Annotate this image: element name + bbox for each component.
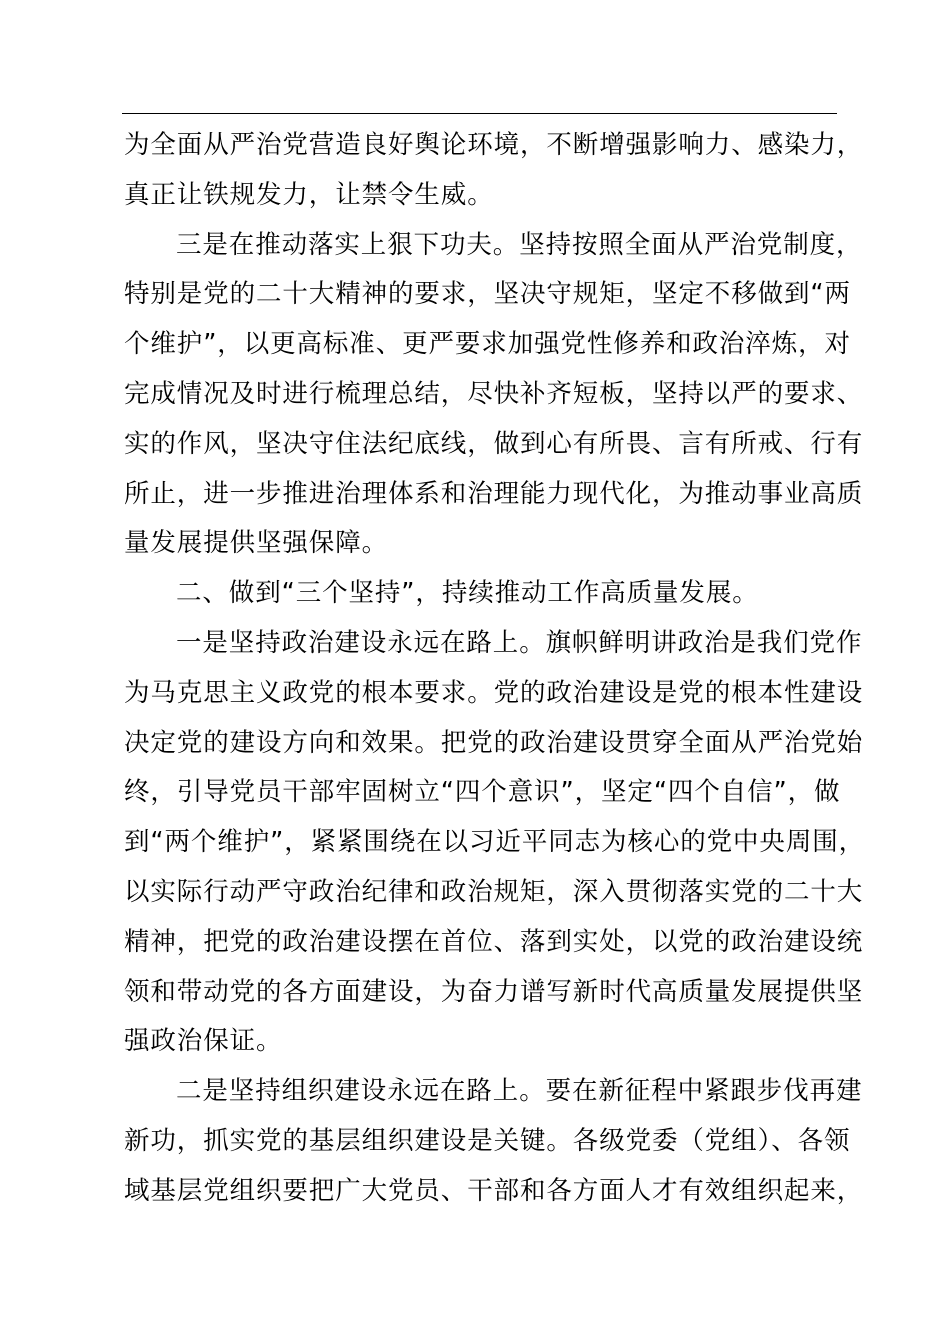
paragraph-start-line: 三是在推动落实上狠下功夫。坚持按照全面从严治党制度， [176,229,863,260]
text-line: 域基层党组织要把广大党员、干部和各方面人才有效组织起来， [124,1175,864,1206]
text-line: 特别是党的二十大精神的要求，坚决守规矩，坚定不移做到“两 [124,279,851,310]
document-body [124,121,866,1217]
section-heading-line: 二、做到“三个坚持”，持续推动工作高质量发展。 [176,578,759,609]
text-line: 实的作风，坚决守住法纪底线，做到心有所畏、言有所戒、行有 [124,428,864,459]
text-line: 精神，把党的政治建设摆在首位、落到实处，以党的政治建设统 [124,926,864,957]
text-line: 强政治保证。 [124,1026,283,1057]
text-line: 真正让铁规发力，让禁令生威。 [124,179,494,210]
text-line: 到“两个维护”，紧紧围绕在以习近平同志为核心的党中央周围， [124,827,866,858]
text-line: 以实际行动严守政治纪律和政治规矩，深入贯彻落实党的二十大 [124,876,864,907]
text-line: 所止，进一步推进治理体系和治理能力现代化，为推动事业高质 [124,478,864,509]
header-rule [122,113,837,114]
text-line: 决定党的建设方向和效果。把党的政治建设贯穿全面从严治党始 [124,727,864,758]
paragraph-start-line: 二是坚持组织建设永远在路上。要在新征程中紧跟步伐再建 [176,1076,863,1107]
text-line: 新功，抓实党的基层组织建设是关键。各级党委（党组）、各领 [124,1125,851,1156]
paragraph-start-line: 一是坚持政治建设永远在路上。旗帜鲜明讲政治是我们党作 [176,627,863,658]
text-line: 为马克思主义政党的根本要求。党的政治建设是党的根本性建设 [124,677,864,708]
text-line: 个维护”，以更高标准、更严要求加强党性修养和政治淬炼，对 [124,329,851,360]
text-line: 领和带动党的各方面建设，为奋力谱写新时代高质量发展提供坚 [124,976,864,1007]
text-line: 为全面从严治党营造良好舆论环境，不断增强影响力、感染力， [124,130,864,160]
text-line: 终，引导党员干部牢固树立“四个意识”，坚定“四个自信”，做 [124,777,841,808]
text-line: 完成情况及时进行梳理总结，尽快补齐短板，坚持以严的要求、 [124,378,864,409]
text-line: 量发展提供坚强保障。 [124,528,389,559]
